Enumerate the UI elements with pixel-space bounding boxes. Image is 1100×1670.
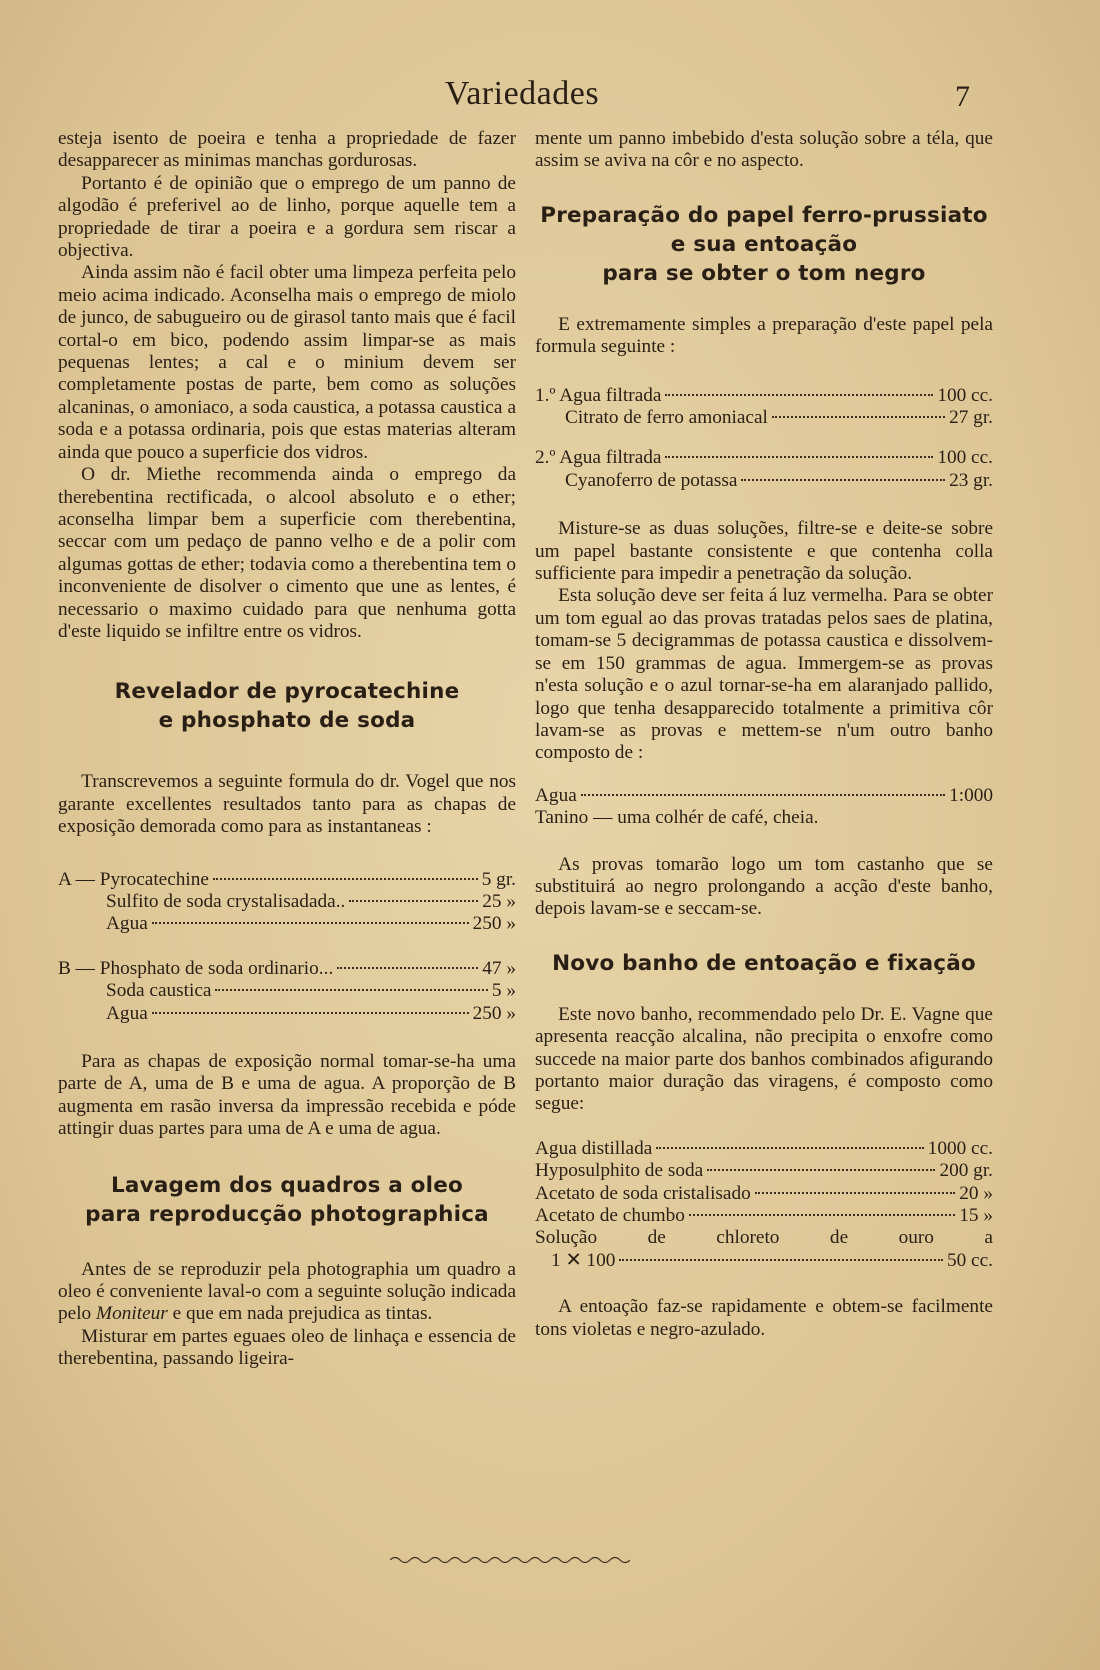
formula-value: 250 » [472, 1002, 516, 1024]
paragraph: Esta solução deve ser feita á luz vermelha. Para se obter um tom egual ao das provas tratadas pelos saes de platina, tomam-se 5 decigrammas de potassa caustica e dissolvem-se em 150 grammas de agua. Immergem-se as provas n'esta solução e o azul tornar-se-ha em alaranjado pallido, logo que tenha desapparecido totalmente a primitiva côr lavam-se as provas e mettem-se n'um outro banho composto de : [535, 585, 993, 764]
section-heading [58, 1171, 516, 1229]
formula-b [58, 958, 516, 1025]
paragraph: O dr. Miethe recommenda ainda o emprego da therebentina rectificada, o alcool absoluto e o ether; aconselha limpar bem a superficie com therebentina, seccar com um pedaço de panno velho e de a polir com algumas gottas de ether; todavia como a therebentina tem o inconveniente de disolver o cimento que une as lentes, é necessario o maximo cuidado para que nenhuma gotta d'este liquido se infiltre entre os vidros. [58, 464, 516, 642]
formula-label: A — Pyrocatechine [58, 868, 209, 890]
heading-line: e phosphato de soda [158, 708, 416, 734]
formula-row [58, 913, 516, 935]
recipe-row [535, 1138, 993, 1160]
formula-value: 250 » [472, 913, 516, 935]
recipe-value: 50 cc. [946, 1249, 993, 1271]
recipe-label: Hyposulphito de soda [535, 1160, 704, 1182]
recipe-label: Citrato de ferro amoniacal [565, 407, 768, 429]
formula-label: Soda caustica [106, 980, 212, 1002]
heading-line: Preparação do papel ferro-prussiato [540, 202, 988, 228]
recipe-row [535, 447, 993, 469]
recipe-1 [535, 385, 993, 430]
leader-dots [772, 416, 945, 418]
leader-dots [656, 1147, 923, 1149]
left-column [58, 128, 516, 1371]
paragraph: Misture-se as duas soluções, filtre-se e deite-se sobre um papel bastante consistente e que contenha colla sufficiente para impedir a penetração da solução. [535, 518, 993, 585]
leader-dots [152, 1012, 469, 1014]
leader-dots [581, 794, 945, 796]
bath-row [535, 785, 993, 807]
formula-a [58, 869, 516, 936]
recipe-row [535, 1160, 993, 1182]
paragraph: E extremamente simples a preparação d'este papel pela formula seguinte : [535, 313, 993, 358]
bath-tanino: Tanino — uma colhér de café, cheia. [535, 807, 819, 829]
formula-row [58, 980, 516, 1002]
heading-line: para se obter o tom negro [602, 260, 926, 286]
leader-dots [665, 394, 933, 396]
recipe-value: 100 cc. [937, 447, 993, 469]
leader-dots [741, 479, 945, 481]
section-heading [58, 677, 516, 735]
formula-label: Sulfito de soda crystalisadada.. [106, 890, 346, 912]
formula-value: 5 » [491, 980, 516, 1002]
recipe-value: 200 gr. [939, 1160, 993, 1182]
formula-label: B — Phosphato de soda ordinario... [58, 957, 334, 979]
recipe-row [535, 1205, 993, 1227]
section-heading [535, 201, 993, 288]
formula-row [58, 1003, 516, 1025]
heading-line: e sua entoação [670, 231, 858, 257]
leader-dots [665, 456, 933, 458]
bath-value: 1:000 [949, 784, 993, 806]
recipe-2 [535, 447, 993, 492]
recipe-value: 15 » [959, 1205, 993, 1226]
italic-title: Moniteur [96, 1303, 168, 1325]
recipe-label: Cyanoferro de potassa [565, 469, 738, 491]
recipe-line: Solução de chloreto de ouro a [535, 1227, 993, 1249]
leader-dots [349, 900, 478, 902]
paragraph: Misturar em partes eguaes oleo de linhaça e essencia de therebentina, passando ligeira- [58, 1325, 516, 1370]
paragraph: Para as chapas de exposição normal tomar-se-ha uma parte de A, uma de B e uma de agua. A proporção de B augmenta em rasão inversa da impressão recebida e póde attingir duas partes para uma de A e uma de agua. [58, 1051, 516, 1140]
recipe-row [535, 470, 993, 492]
bath-label: Agua [535, 784, 577, 806]
paragraph: esteja isento de poeira e tenha a propriedade de fazer desapparecer as minimas manchas gordurosas. [58, 128, 516, 172]
formula-value: 5 gr. [481, 868, 516, 890]
paragraph: As provas tomarão logo um tom castanho que se substituirá ao negro prolongando a acção d'este banho, depois lavam-se e seccam-se. [535, 853, 993, 920]
paragraph: mente um panno imbebido d'esta solução sobre a téla, que assim se aviva na côr e no aspecto. [535, 128, 993, 172]
paragraph: Este novo banho, recommendado pelo Dr. E. Vagne que apresenta reacção alcalina, não precipita o enxofre como succede na maior parte dos banhos combinados afigurando portanto maior duração das viragens, é composto como segue: [535, 1003, 993, 1115]
page-number: 7 [955, 80, 970, 113]
paragraph: Ainda assim não é facil obter uma limpeza perfeita pelo meio acima indicado. Aconselha mais o emprego de miolo de junco, de sabugueiro ou de girasol tanto mais que é facil cortal-o em bico, podendo assim limpar-se as mais pequenas lentes; a cal e o minium devem ser completamente postas de parte, bem como as soluções alcaninas, o amoniaco, a soda caustica, a potassa caustica a soda e a potassa ordinaria, pois que estas materias alteram ainda que pouco a superficie dos vidros. [58, 262, 516, 463]
running-head-title: Variedades [444, 75, 600, 112]
leader-dots [337, 967, 478, 969]
formula-row [58, 891, 516, 913]
formula-value: 47 » [482, 957, 516, 979]
recipe-label: 1 ✕ 100 [551, 1249, 616, 1271]
recipe-label: 1.º Agua filtrada [535, 384, 662, 406]
recipe-value: 23 gr. [949, 469, 993, 491]
recipe-row [535, 407, 993, 429]
recipe-value: 1000 cc. [927, 1137, 993, 1159]
recipe-label: Agua distillada [535, 1137, 653, 1159]
leader-dots [755, 1192, 955, 1194]
paragraph: Portanto é de opinião que o emprego de um panno de algodão é preferivel ao de linho, porque aquelle tem a propriedade de tirar a poeira e a gordura sem riscar a objectiva. [58, 172, 516, 262]
section-heading: Novo banho de entoação e fixação [552, 950, 976, 976]
leader-dots [619, 1259, 943, 1261]
heading-line: Revelador de pyrocatechine [114, 679, 460, 705]
recipe-row [535, 1183, 993, 1205]
tilde-ornament [390, 1555, 630, 1565]
leader-dots [152, 922, 469, 924]
formula-label: Agua [106, 913, 148, 935]
recipe-label: Acetato de chumbo [535, 1205, 685, 1226]
recipe-value: 27 gr. [949, 407, 993, 429]
text-run: e que em nada prejudica as tintas. [167, 1303, 433, 1325]
recipe-value: 100 cc. [937, 384, 993, 406]
leader-dots [213, 878, 478, 880]
leader-dots [707, 1169, 935, 1171]
text-run: Antes de se reproduzir pela photographia um quadro a oleo é conveniente laval-o com a seguinte solução indicada pelo [58, 1258, 516, 1325]
heading-line: Lavagem dos quadros a oleo [111, 1172, 463, 1198]
recipe-row [535, 1250, 993, 1272]
paragraph: Transcrevemos a seguinte formula do dr. Vogel que nos garante excellentes resultados tanto para as chapas de exposição demorada como para as instantaneas : [58, 771, 516, 838]
formula-label: Agua [106, 1002, 148, 1024]
recipe-label: Acetato de soda cristalisado [535, 1182, 751, 1204]
leader-dots [215, 989, 487, 991]
formula-value: 25 » [482, 890, 516, 912]
heading-line: para reproducção photographica [85, 1201, 489, 1227]
leader-dots [689, 1214, 955, 1216]
recipe-value: 20 » [959, 1182, 993, 1204]
formula-row [58, 958, 516, 980]
right-column [535, 128, 993, 1341]
recipe-row [535, 385, 993, 407]
paragraph: A entoação faz-se rapidamente e obtem-se facilmente tons violetas e negro-azulado. [535, 1296, 993, 1340]
recipe-label: 2.º Agua filtrada [535, 447, 662, 469]
paragraph [58, 1259, 516, 1326]
formula-row [58, 869, 516, 891]
recipe-3 [535, 1138, 993, 1272]
